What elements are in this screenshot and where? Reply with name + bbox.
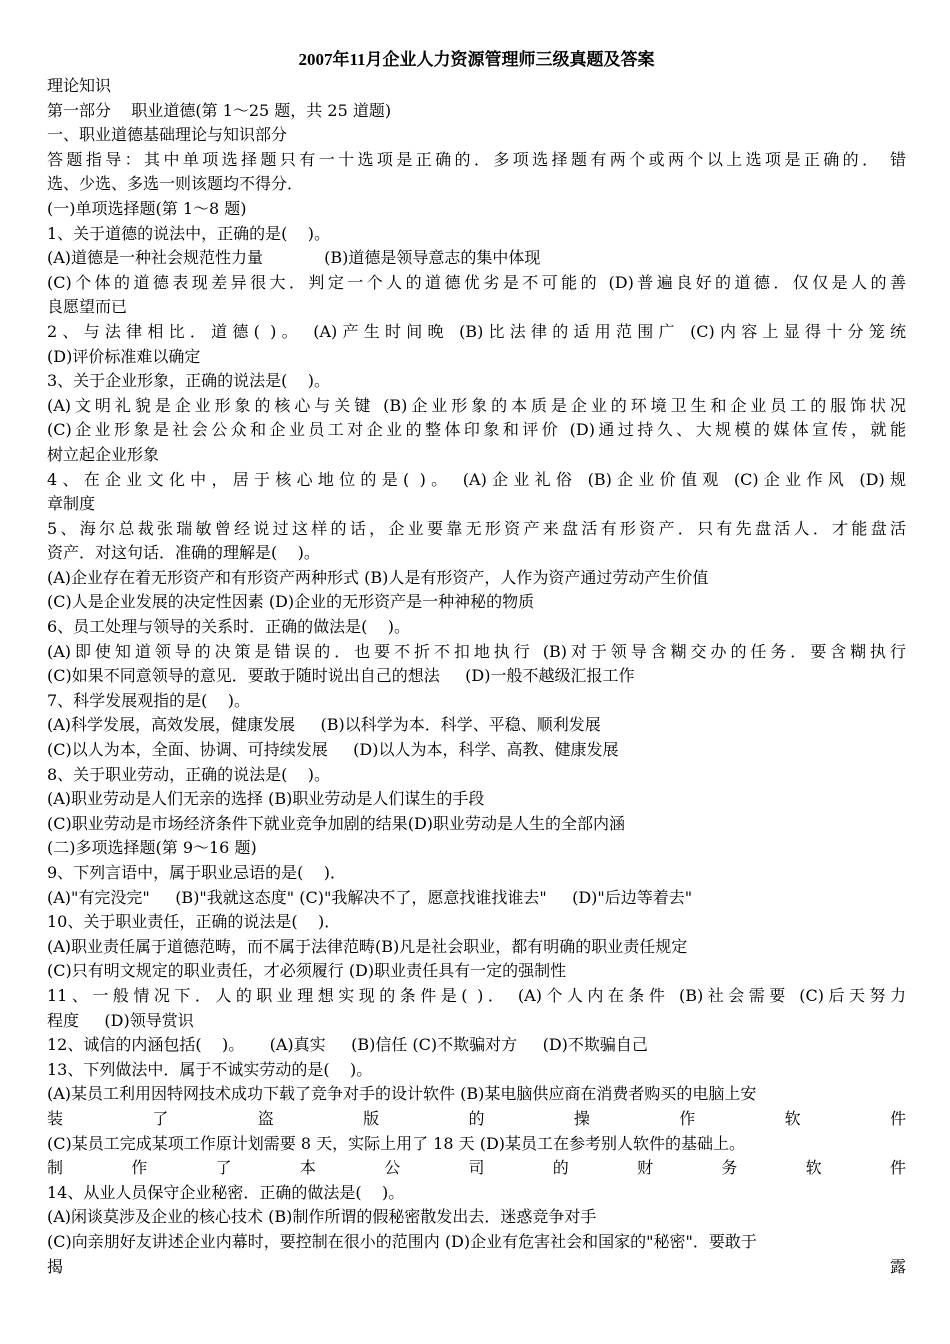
- document-line: 13、下列做法中．属于不诚实劳动的是( )。: [47, 1059, 373, 1079]
- document-line: 章制度: [47, 494, 96, 514]
- document-line: 14、从业人员保守企业秘密．正确的做法是( )。: [47, 1182, 405, 1202]
- document-line: (A)职业责任属于道德范畴，而不属于法律范畴(B)凡是社会职业，都有明确的职业责任规定: [47, 936, 688, 956]
- document-line: (A)闲谈莫涉及企业的核心技术 (B)制作所谓的假秘密散发出去．迷惑竞争对手: [47, 1207, 597, 1227]
- document-line: 选、少选、多选一则该题均不得分．: [47, 174, 304, 194]
- document-line: 程度 (D)领导赏识: [47, 1010, 194, 1030]
- document-line: 第一部分 职业道德(第 1～25 题，共 25 道题): [47, 100, 392, 120]
- document-line: 10、关于职业责任，正确的说法是( )．: [47, 912, 341, 932]
- document-line: 良愿望而已: [47, 297, 128, 317]
- document-line: (A)企业存在着无形资产和有形资产两种形式 (B)人是有形资产，人作为资产通过劳动产生价值: [47, 567, 709, 587]
- document-line: 9、下列言语中，属于职业忌语的是( )．: [47, 863, 347, 882]
- document-line: (C)只有明文规定的职业责任，才必须履行 (D)职业责任具有一定的强制性: [47, 961, 567, 981]
- document-line: (C)如果不同意领导的意见．要敢于随时说出自己的想法 (D)一般不越级汇报工作: [47, 666, 635, 686]
- document-line: 理论知识: [47, 76, 112, 95]
- document-line: 7、科学发展观指的是( )。: [47, 690, 251, 710]
- document-line: (C)企业形象是社会公众和企业员工对企业的整体印象和评价 (D)通过持久、大规模的媒体宣传，就能: [47, 420, 906, 440]
- document-line: (A)职业劳动是人们无亲的选择 (B)职业劳动是人们谋生的手段: [47, 789, 485, 809]
- document-line: (C)向亲朋好友讲述企业内幕时，要控制在很小的范围内 (D)企业有危害社会和国家的"秘密"．要敢于: [47, 1231, 757, 1251]
- document-line: (A)某员工利用因特网技术成功下载了竞争对手的设计软件 (B)某电脑供应商在消费者购买的电脑上安: [47, 1084, 757, 1104]
- document-line: 答题指导：其中单项选择题只有一十选项是正确的．多项选择题有两个或两个以上选项是正确的． 错: [47, 149, 906, 169]
- document-line: (A)文明礼貌是企业形象的核心与关键 (B)企业形象的本质是企业的环境卫生和企业员工的服饰状况: [47, 395, 906, 415]
- document-line: (C)某员工完成某项工作原计划需要 8 天，实际上用了 18 天 (D)某员工在参考别人软件的基础上。: [47, 1133, 746, 1153]
- document-line: 装了盗版的操作软件: [47, 1108, 906, 1128]
- document-line: 1、关于道德的说法中，正确的是( )。: [47, 223, 331, 243]
- document-line: (A)科学发展，高效发展，健康发展 (B)以科学为本．科学、平稳、顺利发展: [47, 715, 601, 735]
- document-line: 6、员工处理与领导的关系时．正确的做法是( )。: [47, 617, 411, 637]
- document-line: 资产．对这句话．准确的理解是( )。: [47, 543, 320, 563]
- document-line: 3、关于企业形象，正确的说法是( )。: [47, 371, 331, 391]
- document-line: 揭露: [47, 1256, 906, 1276]
- document-line: (A)"有完没完" (B)"我就这态度" (C)"我解决不了，愿意找谁找谁去" (D)"后边等着去": [47, 887, 693, 907]
- document-line: 2、与法律相比．道德( )。 (A)产生时间晚 (B)比法律的适用范围广 (C)内容上显得十分笼统: [47, 321, 906, 341]
- document-line: 12、诚信的内涵包括( )。 (A)真实 (B)信任 (C)不欺骗对方 (D)不欺骗自己: [47, 1035, 648, 1055]
- document-line: (C)个体的道德表现差异很大．判定一个人的道德优劣是不可能的 (D)普遍良好的道德．仅仅是人的善: [47, 272, 906, 292]
- document-line: (D)评价标准难以确定: [47, 346, 201, 366]
- document-line: (A)道德是一种社会规范性力量 (B)道德是领导意志的集中体现: [47, 248, 541, 268]
- document-line: (C)人是企业发展的决定性因素 (D)企业的无形资产是一种神秘的物质: [47, 592, 535, 612]
- document-line: 制作了本公司的财务软件: [47, 1158, 906, 1178]
- document-line: (二)多项选择题(第 9～16 题): [47, 838, 257, 858]
- document-line: (C)职业劳动是市场经济条件下就业竞争加剧的结果(D)职业劳动是人生的全部内涵: [47, 813, 626, 833]
- document-line: 一、职业道德基础理论与知识部分: [47, 125, 288, 145]
- document-line: (C)以人为本，全面、协调、可持续发展 (D)以人为本，科学、高教、健康发展: [47, 740, 619, 760]
- document-body: [47, 74, 906, 1279]
- document-line: 4、在企业文化中，居于核心地位的是( )。 (A)企业礼俗 (B)企业价值观 (C)企业作风 (D)规: [47, 469, 906, 489]
- document-line: (一)单项选择题(第 1～8 题): [47, 198, 247, 218]
- document-line: 8、关于职业劳动，正确的说法是( )。: [47, 764, 331, 784]
- document-line: 树立起企业形象: [47, 444, 160, 464]
- document-line: (A)即使知道领导的决策是错误的．也要不折不扣地执行 (B)对于领导含糊交办的任务．要含糊执行: [47, 641, 906, 661]
- document-title: 2007年11月企业人力资源管理师三级真题及答案: [298, 50, 655, 69]
- document-line: 5、海尔总裁张瑞敏曾经说过这样的话，企业要靠无形资产来盘活有形资产．只有先盘活人．才能盘活: [47, 518, 906, 538]
- document-line: 11、一般情况下．人的职业理想实现的条件是( )． (A)个人内在条件 (B)社会需要 (C)后天努力: [47, 985, 906, 1005]
